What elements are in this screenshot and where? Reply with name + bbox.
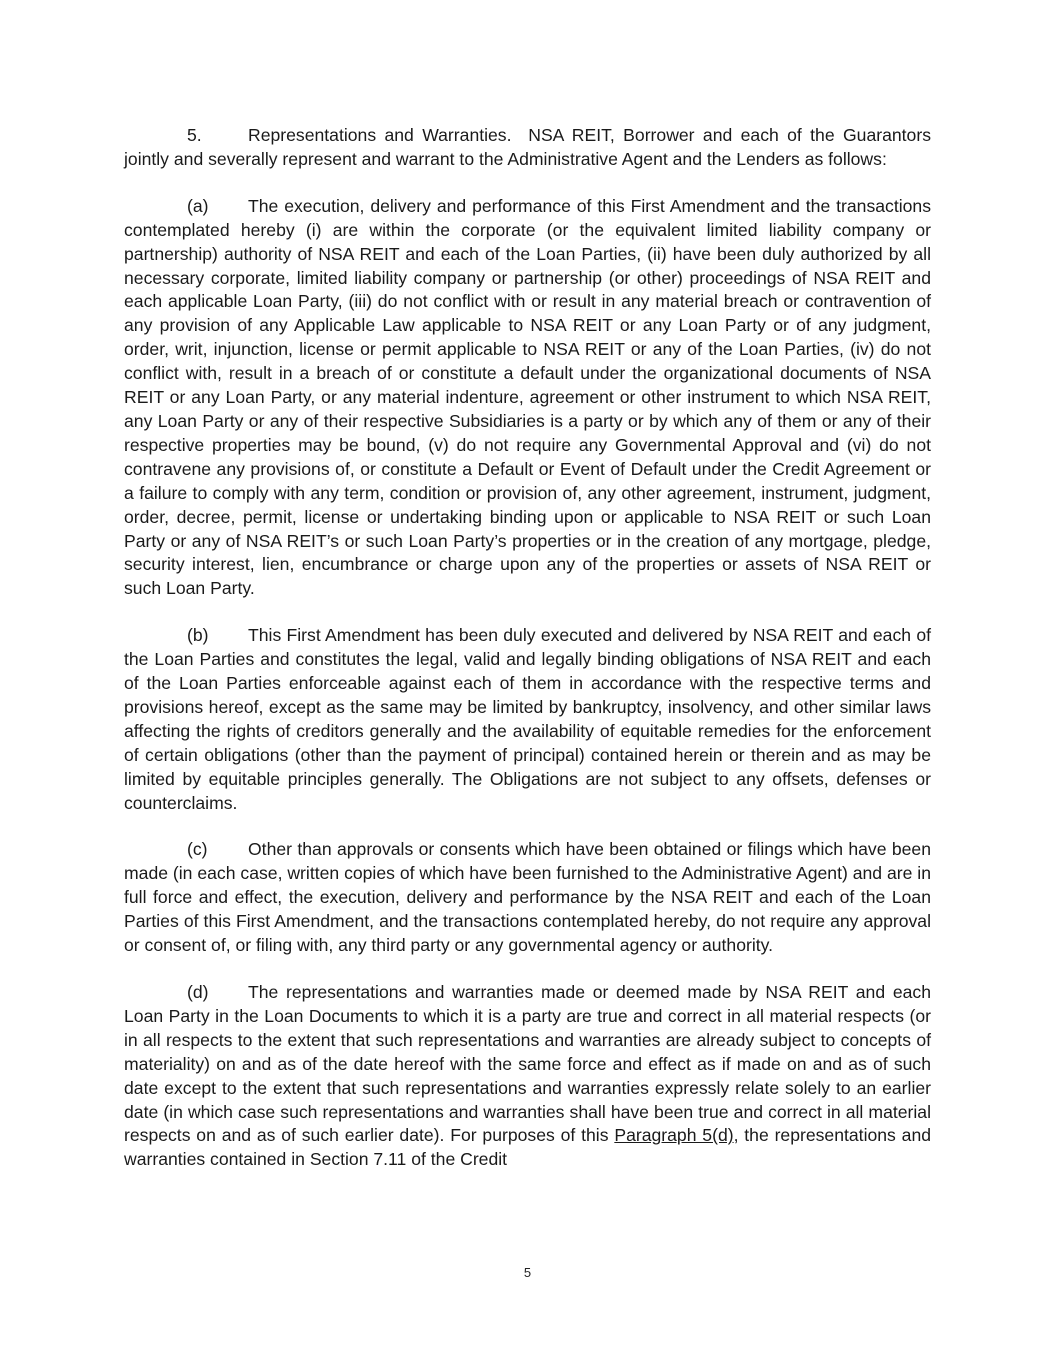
section-intro-text: NSA REIT, Borrower and each of the Guarantors jointly and severally represent and warrant to the Administrative Agent and the Lenders as follows:	[124, 125, 931, 169]
paragraph-c	[124, 838, 931, 958]
document-page	[124, 124, 931, 1195]
paragraph-text: The execution, delivery and performance of this First Amendment and the transactions contemplated hereby (i) are within the corporate (or the equivalent limited liability company or partnership) authority of NSA REIT and each of the Loan Parties, (ii) have been duly authorized by all necessary corporate, limited liability company or partnership (or other) proceedings of NSA REIT and each applicable Loan Party, (iii) do not conflict with or result in any material breach or contravention of any provision of any Applicable Law applicable to NSA REIT or any Loan Party or of any judgment, order, writ, injunction, license or permit applicable to NSA REIT or any of the Loan Parties, (iv) do not conflict with, result in a breach of or constitute a default under the organizational documents of NSA REIT or any Loan Party, or any material indenture, agreement or other instrument to which NSA REIT, any Loan Party or any of their respective Subsidiaries is a party or by which any of them or any of their respective properties may be bound, (v) do not require any Governmental Approval and (vi) do not contravene any provisions of, or constitute a Default or Event of Default under the Credit Agreement or a failure to comply with any term, condition or provision of, any other agreement, instrument, judgment, order, decree, permit, license or undertaking binding upon or applicable to NSA REIT or such Loan Party or any of NSA REIT’s or such Loan Party’s properties or in the creation of any mortgage, pledge, security interest, lien, encumbrance or charge upon any of the properties or assets of NSA REIT or such Loan Party.	[124, 195, 931, 599]
paragraph-b	[124, 624, 931, 815]
paragraph-text-continued: , the representations and warranties contained in Section 7.11 of the Credit	[124, 1125, 932, 1170]
section-title: Representations and Warranties.	[248, 125, 512, 145]
paragraph-text: The representations and warranties made or deemed made by NSA REIT and each Loan Party in the Loan Documents to which it is a party are true and correct in all material respects (or in all respects to the extent that such representations and warranties are already subject to concepts of materiality) on and as of the date hereof with the same force and effect as if made on and as of such date except to the extent that such representations and warranties expressly relate solely to an earlier date (in which case such representations and warranties shall have been true and correct in all material respects on and as of such earlier date). For purposes of this	[124, 982, 931, 1146]
section-number: 5.	[187, 125, 202, 145]
paragraph-reference: Paragraph 5(d)	[614, 1125, 734, 1146]
section-5-intro	[124, 124, 931, 172]
paragraph-label: (c)	[187, 839, 208, 860]
paragraph-a	[124, 195, 931, 601]
paragraph-label: (b)	[187, 625, 209, 646]
page-number: 5	[523, 1265, 532, 1280]
paragraph-label: (a)	[187, 195, 209, 216]
paragraph-text: This First Amendment has been duly executed and delivered by NSA REIT and each of the Loan Parties and constitutes the legal, valid and legally binding obligations of NSA REIT and each of the Loan Parties enforceable against each of them in accordance with the respective terms and provisions hereof, except as the same may be limited by bankruptcy, insolvency, and other similar laws affecting the rights of creditors generally and the availability of equitable remedies for the enforcement of certain obligations (other than the payment of principal) contained herein or therein and as may be limited by equitable principles generally. The Obligations are not subject to any offsets, defenses or counterclaims.	[124, 625, 931, 813]
paragraph-label: (d)	[187, 982, 209, 1002]
paragraph-text: Other than approvals or consents which have been obtained or filings which have been made (in each case, written copies of which have been furnished to the Administrative Agent) and are in full force and effect, the execution, delivery and performance by the NSA REIT and each of the Loan Parties of this First Amendment, and the transactions contemplated hereby, do not require any approval or consent of, or filing with, any third party or any governmental agency or authority.	[124, 839, 931, 956]
paragraph-d	[124, 981, 931, 1172]
